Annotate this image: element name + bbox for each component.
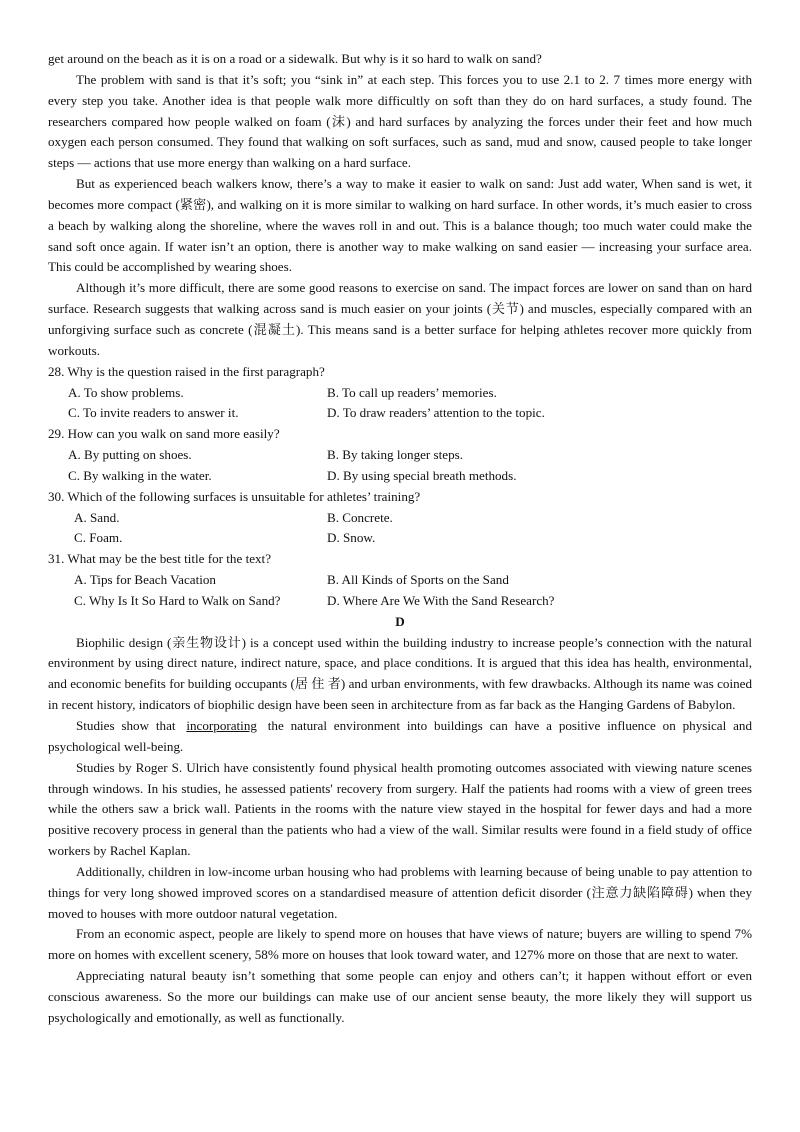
question-30-option-a: A. Sand. — [74, 509, 120, 525]
question-31-option-a: A. Tips for Beach Vacation — [74, 572, 216, 588]
section-d-title: D — [395, 613, 405, 629]
question-28-stem: 28. Why is the question raised in the first paragraph? — [48, 363, 325, 379]
question-29-stem: 29. How can you walk on sand more easily? — [48, 426, 280, 442]
question-31-options — [48, 570, 752, 612]
question-28-option-b: B. To call up readers’ memories. — [327, 384, 497, 400]
question-28-options — [48, 383, 752, 425]
question-30-option-b: B. Concrete. — [327, 509, 393, 525]
question-31-stem: 31. What may be the best title for the text? — [48, 551, 272, 567]
passage-c-paragraph-0: get around on the beach as it is on a road or a sidewalk. But why is it so hard to walk on sand? — [48, 51, 542, 66]
passage-d-paragraph-2-after: the natural environment into buildings can have a positive influence on physical and psychological well-being. — [48, 718, 752, 754]
passage-d-paragraph-2-before: Studies show that — [76, 718, 183, 733]
question-29-options — [48, 445, 752, 487]
passage-d-paragraph-1: Biophilic design (亲生物设计) is a concept used within the building industry to increase people’s connection with the natural environment by using direct nature, indirect nature, space, and place conditions. It is argued that this idea has health, environmental, and economic benefits for building occupants (居 住 者) and urban environments, with few drawbacks. Although its name was coined in recent history, indicators of biophilic design have been seen in architecture from as far back as the Hanging Gardens of Babylon. — [48, 634, 752, 713]
passage-d-paragraph-4: Additionally, children in low-income urban housing who had problems with learning because of being unable to pay attention to things for very long showed improved scores on a standardised measure of attention deficit disorder (注意力缺陷障碍) when they moved to houses with more outdoor natural vegetation. — [48, 863, 752, 921]
passage-c-paragraph-2: But as experienced beach walkers know, there’s a way to make it easier to walk on sand: Just add water, When sand is wet, it becomes more compact (紧密), and walking on it is more similar to walking on hard surface. In other words, it’s much easier to cross a beach by walking along the shoreline, where the waves roll in and out. This is a balance though; too much water could make the sand soft once again. If water isn’t an option, there is another way to make walking on sand easier — increasing your surface area. This could be accomplished by wearing shoes. — [48, 176, 752, 275]
question-30-option-d: D. Snow. — [327, 530, 376, 546]
question-29-option-c: C. By walking in the water. — [68, 467, 212, 483]
question-30-options — [48, 508, 752, 550]
passage-c-paragraph-1: The problem with sand is that it’s soft; you “sink in” at each step. This forces you to use 2.1 to 2. 7 times more energy with every step you take. Another idea is that people walk more difficultly on soft than they do on hard surfaces, a study found. The researchers compared how people walked on foam (沫) and hard surfaces by analyzing the forces under their feet and how much oxygen each person consumed. They found that walking on soft surfaces, such as sand, mud and snow, caused people to take longer steps — actions that use more energy than walking on a hard surface. — [48, 71, 752, 171]
question-29-option-d: D. By using special breath methods. — [327, 467, 517, 483]
question-28-option-c: C. To invite readers to answer it. — [68, 405, 239, 421]
question-28-option-d: D. To draw readers’ attention to the topic. — [327, 405, 545, 421]
question-31-option-d: D. Where Are We With the Sand Research? — [327, 592, 555, 608]
question-30-stem: 30. Which of the following surfaces is unsuitable for athletes’ training? — [48, 488, 421, 504]
exam-page — [48, 49, 752, 1029]
question-30-option-c: C. Foam. — [74, 530, 123, 546]
question-28-option-a: A. To show problems. — [68, 384, 184, 400]
question-31-option-c: C. Why Is It So Hard to Walk on Sand? — [74, 592, 281, 608]
underlined-word-incorporating: incorporating — [186, 718, 257, 733]
passage-d-paragraph-3: Studies by Roger S. Ulrich have consistently found physical health promoting outcomes associated with viewing nature scenes through windows. In his studies, he assessed patients' recovery from surgery. Half the patients had rooms with a view of green trees while the others saw a brick wall. Patients in the rooms with the nature view stayed in the hospital for fewer days and had a more positive recovery process in general than the patients who had a view of the wall. Similar results were found in a field study of office workers by Rachel Kaplan. — [48, 759, 752, 859]
passage-d-paragraph-6: Appreciating natural beauty isn’t something that some people can enjoy and others can’t; it happen without effort or even conscious awareness. So the more our buildings can make use of our ancient sense beauty, the more likely they will support us psychologically and emotionally, as well as functionally. — [48, 968, 752, 1025]
passage-d-paragraph-2 — [48, 716, 752, 758]
passage-c-paragraph-3: Although it’s more difficult, there are some good reasons to exercise on sand. The impact forces are lower on sand than on hard surface. Research suggests that walking across sand is much easier on your joints (关节) and muscles, especially compared with an unforgiving surface such as concrete (混凝土). This means sand is a better surface for helping athletes recover more quickly from workouts. — [48, 280, 752, 358]
question-29-option-b: B. By taking longer steps. — [327, 447, 464, 463]
question-31-option-b: B. All Kinds of Sports on the Sand — [327, 572, 509, 588]
question-29-option-a: A. By putting on shoes. — [68, 447, 192, 463]
passage-d-paragraph-5: From an economic aspect, people are likely to spend more on houses that have views of nature; buyers are willing to spend 7% more on homes with excellent scenery, 58% more on houses that look toward water, and 127% more on those that are next to water. — [48, 926, 752, 963]
